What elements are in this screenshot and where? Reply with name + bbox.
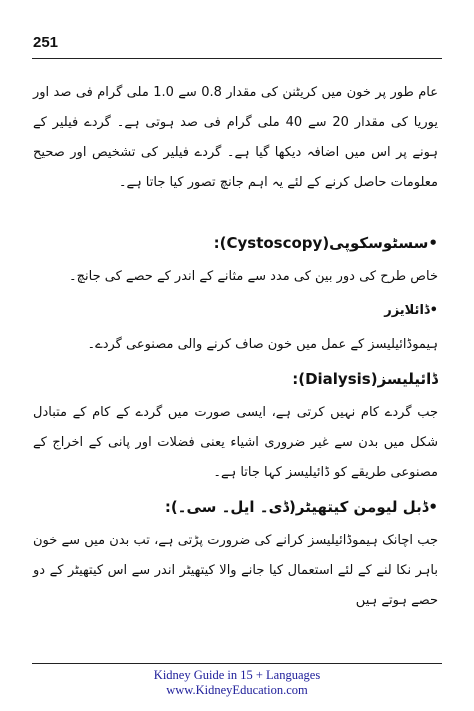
- paragraph-dlc: جب اچانک ہیموڈائیلیسز کرانے کی ضرورت پڑتی ہے، تب بدن میں سے خون باہر نکا لنے کے لئے استعمال کیا جانے والا کیتھیٹر اندر سے اس کیتھیٹر کے دو حصے ہوتے ہیں: [33, 533, 438, 608]
- footer: [0, 668, 474, 698]
- heading-dialyzer: •ڈائلایزر: [384, 303, 438, 318]
- paragraph-dialyzer: ہیموڈائیلیسز کے عمل میں خون صاف کرنے والی مصنوعی گردے۔: [87, 337, 438, 352]
- paragraph-creatinine: عام طور پر خون میں کریٹنن کی مقدار 0.8 سے 1.0 ملی گرام فی صد اور یوریا کی مقدار 20 سے 40 ملی گرام فی صد ہوتی ہے۔ گردے فیلیر کے ہونے پر اس میں اضافہ دیکھا گیا ہے۔ گردے فیلیر کی تشخیص اور صحیح معلومات حاصل کرنے کے لئے یہ اہم جانچ تصور کیا جاتا ہے۔: [33, 85, 439, 190]
- paragraph-dialysis: جب گردے کام نہیں کرتی ہے، ایسی صورت میں گردے کے کام کے متبادل شکل میں بدن سے غیر ضروری اشیاء یعنی فضلات اور پانی کے اخراج کے مصنوعی طریقے کو ڈائیلیسز کہا جاتا ہے۔: [33, 405, 438, 480]
- footer-title: Kidney Guide in 15 + Languages: [153, 668, 321, 682]
- heading-dlc: •ڈبل لیومن کیتھیٹر(ڈی۔ ایل۔ سی۔):: [164, 498, 438, 516]
- top-divider: [32, 58, 442, 59]
- page-body: [33, 78, 438, 616]
- page-number: 251: [33, 34, 59, 51]
- heading-dialysis: ڈائیلیسز(Dialysis):: [292, 370, 438, 388]
- heading-cystoscopy: •سسٹوسکوپی(Cystoscopy):: [213, 234, 438, 252]
- bottom-divider: [32, 663, 442, 664]
- footer-website-link[interactable]: www.KidneyEducation.com: [166, 683, 308, 697]
- paragraph-cystoscopy: خاص طرح کی دور بین کی مدد سے مثانے کے اندر کے حصے کی جانچ۔: [69, 269, 438, 284]
